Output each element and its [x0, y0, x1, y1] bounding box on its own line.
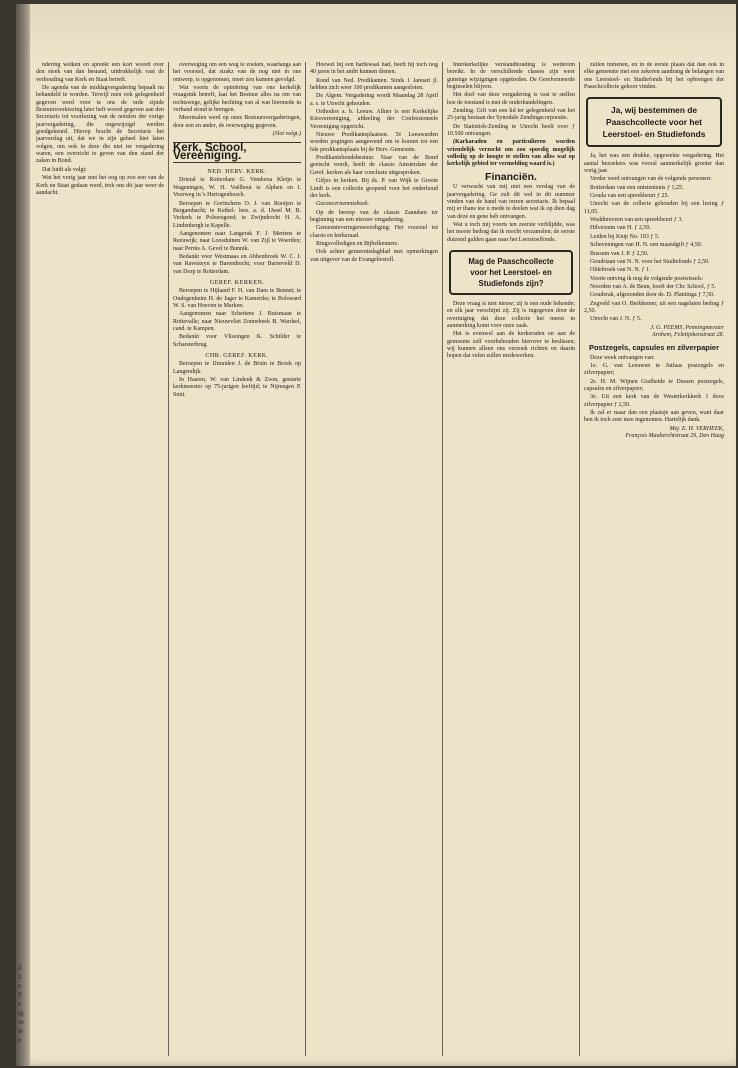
paragraph: overweging om een weg te zoeken, waarlangs aan het voorstel, dat strakz van de nog niet in ons ontwerp, is opgenomen, meer zou kunnen gevolgd. [173, 62, 301, 83]
paragraph: Nieuwe Predikantsplaatsen. Te Leeuwarden worden pogingen aangewend om te komen tot een 6de predikantsplaats bij de Herv. Gemeente. [310, 132, 438, 153]
paragraph: Aangenomen naar Schettens J. Buismaan te Rottevalle; naar Nieuwvliet Zonnebeek B. Wardsel, cand. te Kampen. [173, 311, 301, 332]
paragraph: Bedankt voor Vlissingen K. Schilder te Scharsterbrug. [173, 334, 301, 348]
column-5 [584, 62, 724, 1056]
paragraph: Predikantsbondsbestuur. Naar van de Bond geeischt wordt, heeft de classis Amsterdam der Geref. kerken als haar conclusie uitgesproken. [310, 155, 438, 176]
treasurer-address: Arnhem, Feletijnkenstraat 28. [652, 331, 724, 338]
paaschcollecte-answer-box: Ja, wij bestemmen de Paaschcollecte voor het Leerstoel- en Studiefonds [586, 97, 722, 147]
paragraph: ndering welken en spreekt een kort woord over den steek van dan bestand, uitdrukkelijk vast de verhouding van Kerk en Staat betreft. [36, 62, 164, 83]
paragraph: Wat u toch mij voorts ten zeerste verblijdde, was het mooie bedrag dat ik mocht verzamelen; de eerste duizend gulden gaan naar het Leerstoelfonds. [447, 221, 575, 243]
page-top-area [30, 4, 736, 60]
paragraph: De Statistiek-Zending te Utrecht heeft over ƒ 10.500 ontvangen. [447, 123, 575, 138]
column-rule [442, 62, 443, 1056]
paragraph: Wat het vorig jaar met het oog op zoo een van de Kerk en Staat gedaan werd, trok ons dit jaar weer de aandacht. [36, 175, 164, 196]
paragraph: Deze vraag is niet nieuw; zij is een oude bekende; en elk jaar verschijnt zij. Zij is ingegeven door de overtuiging dat deze collecte het meest in aanmerking komt voor onze zaak. [447, 300, 575, 329]
paragraph: Zending. Gift van een lid ter gelegenheid van het 25-jarig bestaan der Synodale Zendingscorporatie. [447, 108, 575, 122]
list-item: Gouderak, afgezonden door ds. D. Plantinga ƒ 7,50. [590, 292, 715, 299]
paragraph: zullen inmenen, en in de eerste plaats dat dan ook in elke gemeente met een zekeren aandrang de belangen van ons Leerstoel- en Studiefonds bij het opbrengen der Paaschcollecte gehoor vinden. [584, 62, 724, 91]
section-subtitle: GEREF. KERKEN. [209, 278, 265, 286]
paragraph: 1e. G. van Leeuwen te Jutfaas postzegels en zilverpapier; [584, 362, 724, 377]
list-item: Noorden van A. de Beun, boeft der Chr. School, ƒ 5. [590, 283, 716, 290]
postzegels-heading: Postzegels, capsules en zilverpapier [588, 343, 720, 353]
paragraph: Het is evenwel aan de kerkeraden en aan de gemeente zelf voorbehouden hierover te beslissen; wij kunnen alleen ons verzoek richten en daarin hopen dat velen zullen medewerken. [447, 331, 575, 360]
paragraph: Orthodox a. b. Leeuw. Alhier is een Kerkelijke Kiesvereeniging, afdeeling der Confessioneele Vereeniging opgericht. [310, 109, 438, 130]
continuation-note: (Slot volgt.) [272, 131, 301, 138]
list-item: Scheveningen van H. N. een maandgift ƒ 4,50. [590, 242, 703, 249]
newspaper-page [16, 4, 736, 1066]
paragraph: Hoewel hij een hartkwaal had, heeft hij toch nog 40 jaren in het ambt kunnen dienen. [310, 62, 438, 76]
paragraph: Ringsvolledigen en Bijbelkenners. [316, 240, 399, 247]
list-item: Gouda van een spreekbeurt ƒ 25. [590, 193, 669, 200]
paragraph: Op de beroep van de classis Zaandam ter beginning van een nieuwe vergadering. [310, 209, 438, 223]
paragraph: Drietal te Rotterdam G. Vendorsa Kleijn te Wageningen, W. H. Vaëlhout te Alphen en I. Voorweg in 's Hertogenbosch. [173, 177, 301, 199]
treasurer-signature: J. G. PEEMS, Penningmeester [650, 324, 724, 331]
column-rule [305, 62, 306, 1056]
section-subtitle: NED. HERV. KERK. [207, 168, 267, 176]
paragraph: Dat luidt als volgt: [42, 166, 87, 173]
paragraph: 3e. Uit een kerk van de Westerkerkkerk 1 doos zilverpapier ƒ 2,50. [584, 394, 724, 408]
paragraph: 2e. H. M. Wijnen Grafheide te Dussen postzegels, capsules en zilverpapier; [584, 378, 724, 392]
section-title: Kerk, School, Vereeniging. [173, 142, 301, 163]
list-item: Ja, het was een drukke, opgewekte vergadering. Het aantal bezoekers was vooral aanmerkelijk grooter dan vorig jaar. [584, 153, 724, 175]
list-item: Zegveld van O. Berkhemer, uit een nagelaten bedrag ƒ 2,50. [584, 300, 724, 314]
list-item: Goudriaan van N. N. voor het Studiefonds ƒ 2,50. [590, 258, 710, 265]
paaschcollecte-question-box: Mag de Paaschcollecte voor het Leerstoel- en Studiefonds zijn? [449, 250, 573, 295]
column-rule [168, 62, 169, 1056]
paragraph: Gemeentevertegenwoordiging: Het voorstel tot classis en kerkeraad. [310, 225, 438, 239]
paragraph: Interkerkelijke verstandhouding is wederom bereikt. In de verschillende classes zijn weer gunstige wijzigingen opgetreden. De Gereformeerde beginselen blijven. [447, 62, 575, 91]
column-4 [447, 62, 575, 1056]
paragraph: Meermalen werd op onze Bestuursvergaderingen, door een en ander, de overweging gegeven. [173, 115, 301, 129]
paragraph: De agenda van de middagvergadering bepaalt nu behandeld te worden. Terwijl men ook gelegenheid gegeven werd voor te ons de orde zijnde Bestuursverkiezing later heft woord gegeven aan den Secretaris tot voorlezing van de notulen der vorige jaarvergadering, die ongewijzigd werden goedgekeurd. Hierop bracht de Secretaris het jaarverslag uit, dat we in zijn geheel hier laten volgen, om ook in deze die niet ter vergadering waren, een overzicht te geven van den stand der zaken in Bond. [36, 85, 164, 165]
paragraph: Beroepen te IJmuiden J. de Bruin te Broek op Langendijk. [173, 361, 301, 375]
column-2 [173, 62, 301, 1056]
column-3 [310, 62, 438, 1056]
paragraph: Beroepen te Hijlaard F. H. van Dam te Bennet; te Oudegenheim H. de Jager te Kameriks; te Bolsward W. S. van Hoeven te Marken. [173, 288, 301, 309]
section-subtitle: CHR. GEREF. KERK. [205, 352, 269, 360]
page-spine [16, 4, 30, 1066]
list-item: Oldebroek van N. N. ƒ 1. [590, 267, 651, 274]
list-item: Utrecht van J. N. ƒ 5. [590, 316, 642, 323]
financien-heading: Financiën. [485, 170, 537, 183]
paragraph: U verwacht van mij niet een verslag van de jaarvergadering. Ge zult dit wel in dit nummer vinden van de hand van onzen secretaris. Ik bepaal mij er thans toe u mede te deelen wat ik op dien dag van deze en gene heb ontvangen. [447, 184, 575, 220]
list-item: Verder werd ontvangen van de volgende personen: [590, 176, 712, 183]
paragraph: De Algem. Vergadering wordt Maandag 28 April a. s. te Utrecht gehouden. [310, 93, 438, 107]
postzegels-signature: Mej. E. H. VERHEEK, [669, 425, 724, 432]
list-item: Leiden bij Knip No. 193 ƒ 5. [590, 233, 660, 240]
paragraph: Ook achter gemeentedagblad met opmerkingen van uitgever van de Evangeliestofl. [310, 249, 438, 263]
list-item: Utrecht van de collecte gehouden bij een lezing ƒ 11,05. [584, 201, 724, 215]
paragraph: Bedankt voor Westmaas en Abbenbroek W. C. J. van Ravesteyn te Barendrecht; voor Barneveld D. van Dorp te Rotterdam. [173, 253, 301, 275]
list-item: Voorts ontving ik nog de volgende postwissels: [590, 275, 704, 282]
paragraph: Deze week ontvangen van: [590, 354, 655, 361]
paragraph: Wat voorts de opiniëring van ons kerkelijk vraagstuk betreft, laat het Bestuur alles na om van rechtswege, gelijke hechting van al wat hiermede in verband stond te brengen. [173, 85, 301, 114]
list-item: Waddinxveen van een spreekbeurt ƒ 3. [590, 217, 683, 224]
list-item: Rotterdam van een ontstentenis ƒ 1,25. [590, 184, 684, 191]
editorial-note: (Karkaraden en particulieren worden vriendelijk verzocht om zoo spoedig mogelijk volledig op de hoogte te stellen van alles wat op kerkelijk gebied ter vermelding waard is.) [447, 139, 575, 168]
list-item: Bussum van J. P. ƒ 2,50. [590, 250, 649, 257]
paragraph: Ik zal er maar dan een plaatsje aan geven, want daar ben ik toch zeer mee ingenomen. Hartelijk dank. [584, 410, 724, 424]
paragraph: Gifjes in kerken. Bij ds. P. van Wijk te Groote Lindt is een collectie geopend voor het onderhoud der kerk. [310, 178, 438, 199]
list-item: Hilversum van H. ƒ 2,50. [590, 225, 651, 232]
margin-marks: 2 1 z 9 e ig se ie e [18, 964, 24, 1044]
paragraph: Rond van Ned. Predikanten. Sinds 1 Januari jl. hebben zich weer 100 predikanten aangesloten. [310, 77, 438, 92]
column-rule [579, 62, 580, 1056]
paragraph: Beroepen te Gorinchem O. J. van Rooijen te Bergambacht; te Kethel- lees. a. d. IJssel M. B. Verkerk te Poleersgoed; te Zwijndrecht H. A. Lindenbergh te Kapelle. [173, 200, 301, 229]
paragraph: In Haaren, W. van Lindenk & Zoon, gestarte kerkmeester op 75-jarigen leeftijd; te Nijmegen P. Smit. [173, 377, 301, 398]
paragraph: Aangenomen naar Langerak F. J. Mertens te Reeuwijk; naar Loosduinen W. van Zijl te Woerden; naar Pernis A. Gevel te Bunnik. [173, 230, 301, 252]
paragraph: Het doel van deze vergadering is vast te stellen hoe de toestand is met de onderhandelingen. [447, 92, 575, 106]
postzegels-address: François Mauberchtstraat 29, Den Haag [625, 433, 724, 440]
column-1 [36, 62, 164, 1056]
paragraph: Geconcernemntsboek. [316, 201, 370, 208]
